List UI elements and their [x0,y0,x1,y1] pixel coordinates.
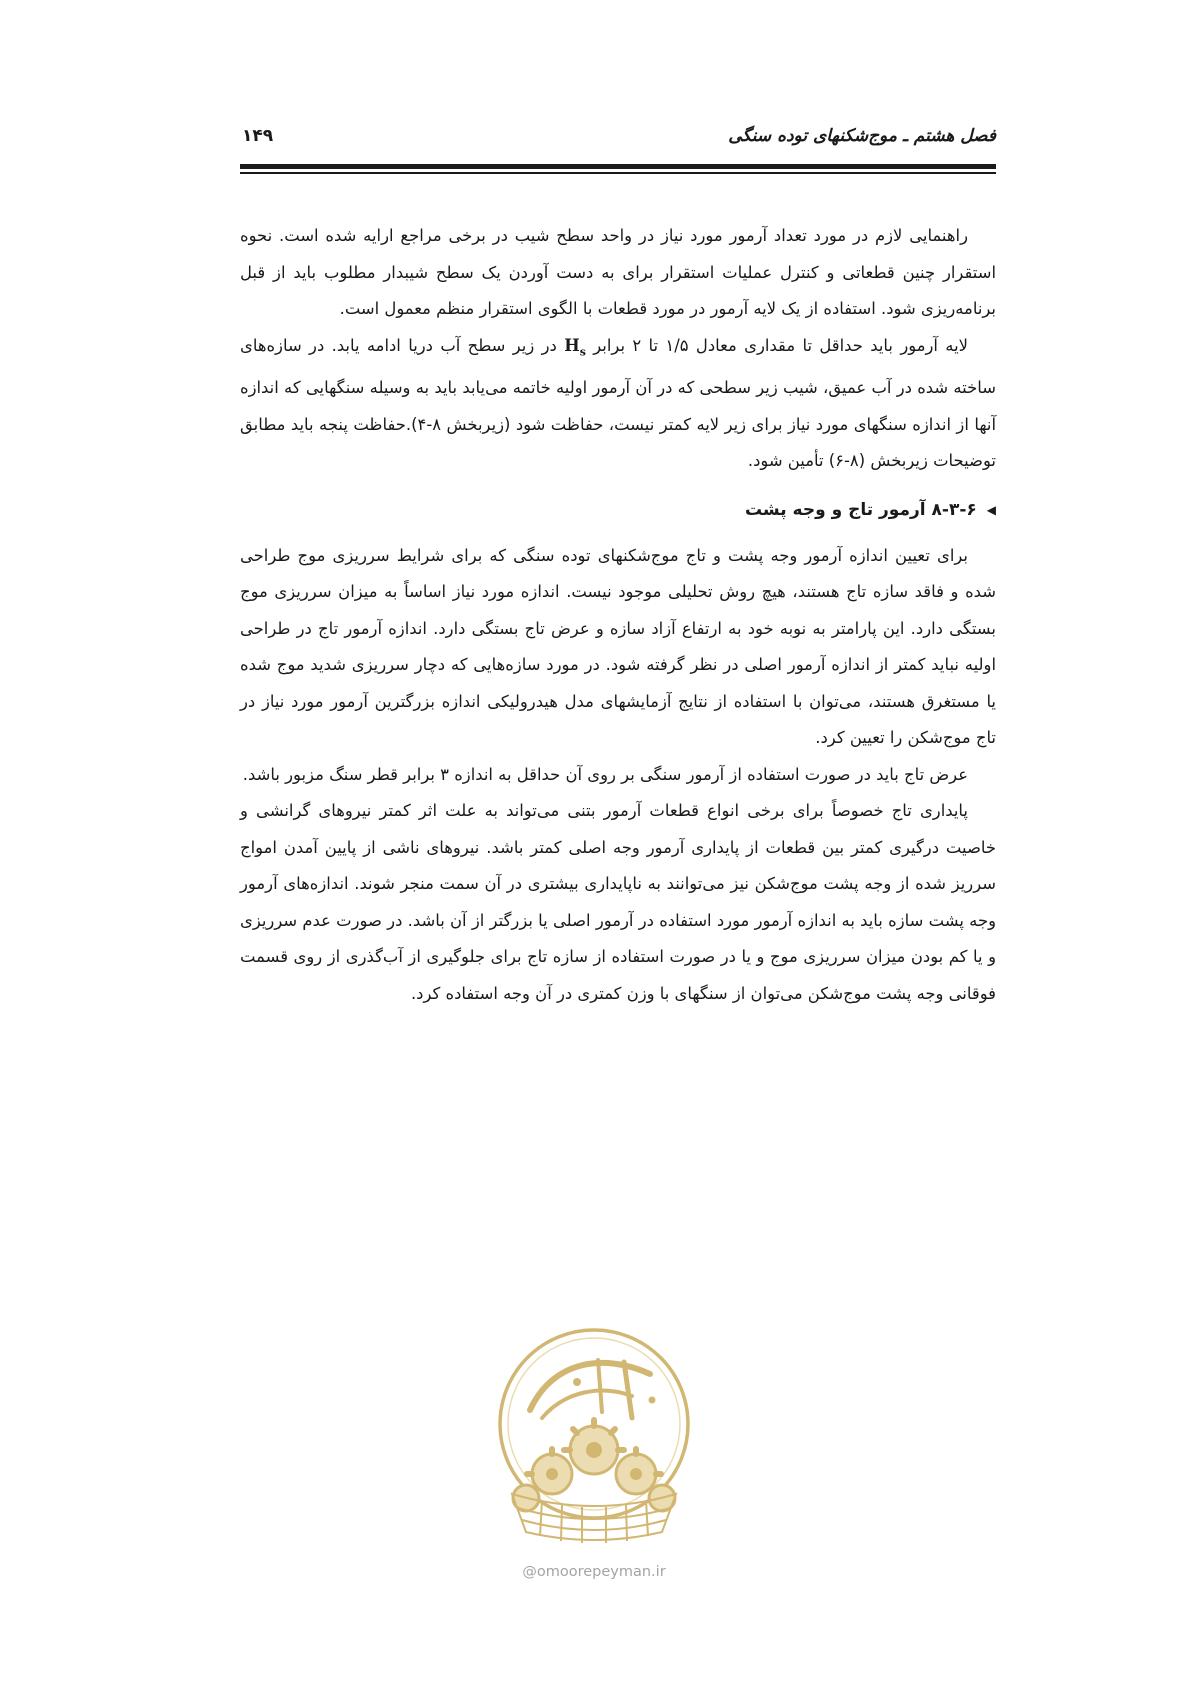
paragraph: پایداری تاج خصوصاً برای برخی انواع قطعات آرمور بتنی می‌تواند به علت اثر کمتر نیروهای گرانشی و خاصیت درگیری کمتر بین قطعات از پایداری آرمور وجه اصلی کمتر باشد. نیروهای ناشی از پایین آمدن امواج سرریز شده از وجه پشت موج‌شکن نیز می‌توانند به ناپایداری بیشتری در آن سمت منجر شوند. اندازه‌های آرمور وجه پشت سازه باید به اندازه آرمور مورد استفاده در آرمور اصلی یا بزرگتر از آن باشد. در صورت عدم سرریزی و یا کم بودن میزان سرریزی موج و یا در صورت استفاده از سازه تاج برای جلوگیری از آب‌گذری از روی قسمت فوقانی وجه پشت موج‌شکن می‌توان از سنگهای با وزن کمتری در آن وجه استفاده کرد. [240,801,996,1003]
header-rule-thick [240,164,996,169]
section-number: ۸-۳-۶ [931,499,977,520]
variable-hs-main: H [564,335,580,355]
paragraph: راهنمایی لازم در مورد تعداد آرمور مورد نیاز در واحد سطح شیب در برخی مراجع ارایه شده است. نحوه استقرار چنین قطعاتی و کنترل عملیات استقرار برای به دست آوردن یک سطح شیبدار مطلوب باید از قبل برنامه‌ریزی شود. استفاده از یک لایه آرمور در مورد قطعات با الگوی استقرار منظم معمول است. [240,226,996,318]
watermark-site: @omoorepeyman.ir [522,1564,666,1580]
variable-hs-sub: s [579,344,586,358]
watermark-emblem-icon [482,1322,706,1560]
page-number: ۱۴۹ [242,126,274,146]
body-text [240,218,996,1012]
paragraph: عرض تاج باید در صورت استفاده از آرمور سنگی بر روی آن حداقل به اندازه ۳ برابر قطر سنگ مزبور باشد. [242,764,968,784]
chapter-title: فصل هشتم ـ موج‌شکنهای توده سنگی [728,126,996,146]
paragraph: برای تعیین اندازه آرمور وجه پشت و تاج موج‌شکنهای توده سنگی که برای شرایط سرریزی موج طراحی شده و فاقد سازه تاج هستند، هیچ روش تحلیلی موجود نیست. اندازه مورد نیاز اساساً به میزان سرریزی موج بستگی دارد. این پارامتر به نوبه خود به ارتفاع آزاد سازه و عرض تاج بستگی دارد. اندازه آرمور تاج در طراحی اولیه نباید کمتر از اندازه آرمور اصلی در نظر گرفته شود. در مورد سازه‌هایی که دچار سرریزی شدید موج شده یا مستغرق هستند، می‌توان با استفاده از نتایج آزمایشهای مدل هیدرولیکی اندازه بزرگترین آرمور مورد نیاز در تاج موج‌شکن را تعیین کرد. [240,545,996,748]
triangle-bullet-icon: ◀ [986,502,996,517]
paragraph-hs-before: لایه آرمور باید حداقل تا مقداری معادل ۱/۵ تا ۲ برابر [585,335,968,355]
section-heading [240,495,996,525]
page-header [240,118,996,158]
section-title: آرمور تاج و وجه پشت [744,499,926,520]
header-rule-thin [240,172,996,174]
watermark-logo [482,1322,706,1592]
variable-hs [564,335,586,358]
paragraph-hs-after: در زیر سطح آب دریا ادامه یابد. در سازه‌های ساخته شده در آب عمیق، شیب زیر سطحی که در آن آرمور اولیه خاتمه می‌یابد باید به وسیله سنگهایی که اندازه آنها از اندازه سنگهای مورد نیاز برای زیر لایه کمتر نیست، حفاظت شود (زیربخش ۸-۴).حفاظت پنجه باید مطابق توضیحات زیربخش (۸-۶) تأمین شود. [240,335,997,471]
paragraph-hs [240,328,996,480]
